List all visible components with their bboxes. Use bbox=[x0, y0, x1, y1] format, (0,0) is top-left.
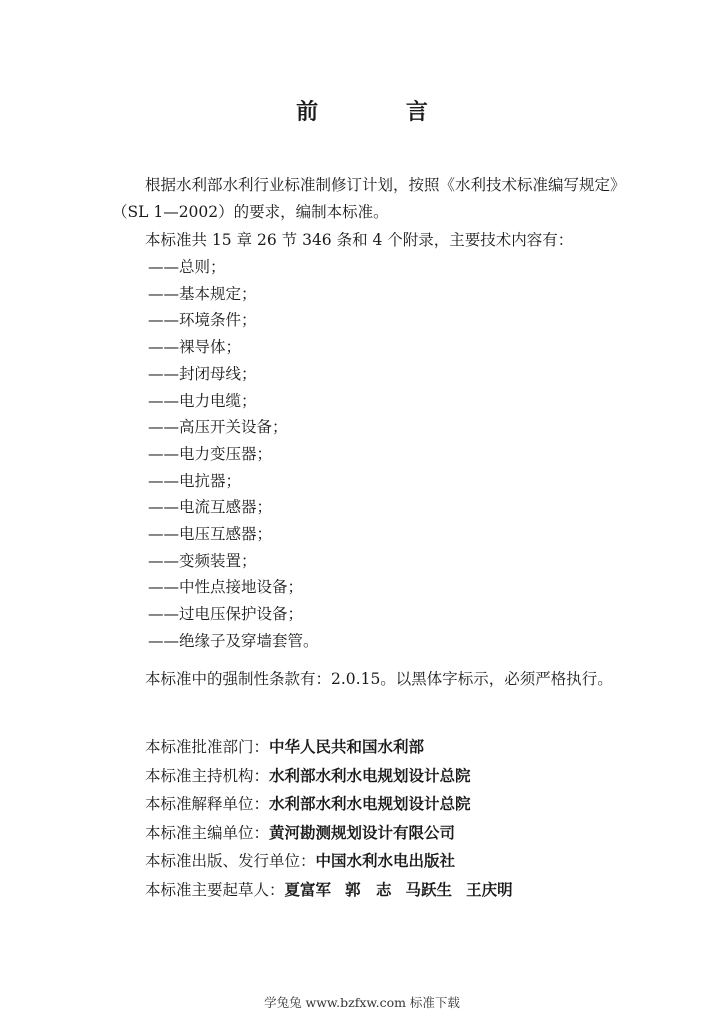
info-value: 水利部水利水电规划设计总院 bbox=[269, 766, 471, 785]
info-row-host bbox=[145, 762, 513, 791]
page-title: 前 言 bbox=[296, 100, 468, 125]
list-item: ——基本规定； bbox=[148, 284, 257, 303]
info-value: 中华人民共和国水利部 bbox=[269, 738, 425, 756]
list-item: ——绝缘子及穿墙套管。 bbox=[148, 631, 319, 650]
drafter-name: 夏富军 bbox=[284, 880, 332, 899]
info-value: 黄河勘测规划设计有限公司 bbox=[269, 823, 456, 842]
mandatory-clause-paragraph: 本标准中的强制性条款有：2.0.15。以黑体字标示，必须严格执行。 bbox=[145, 670, 613, 688]
info-label: 本标准批准部门： bbox=[145, 738, 270, 756]
list-item: ——中性点接地设备； bbox=[148, 578, 304, 597]
list-item: ——环境条件； bbox=[148, 311, 257, 330]
drafter-name: 王庆明 bbox=[466, 880, 513, 899]
list-item: ——电抗器； bbox=[148, 471, 242, 490]
list-item: ——电力变压器； bbox=[148, 444, 273, 463]
info-row-drafters bbox=[145, 876, 513, 905]
info-value: 中国水利水电出版社 bbox=[315, 852, 456, 870]
drafters-list bbox=[285, 881, 513, 899]
info-label: 本标准主编单位： bbox=[145, 823, 270, 842]
technical-content-list bbox=[148, 254, 319, 655]
list-item: ——高压开关设备； bbox=[148, 418, 288, 437]
info-row-chief-editor bbox=[145, 819, 513, 848]
info-row-approval bbox=[145, 733, 513, 762]
content-summary-paragraph: 本标准共 15 章 26 节 346 条和 4 个附录，主要技术内容有： bbox=[145, 231, 574, 249]
info-value: 水利部水利水电规划设计总院 bbox=[269, 795, 471, 813]
info-label: 本标准主持机构： bbox=[145, 766, 270, 785]
list-item: ——电压互感器； bbox=[148, 525, 273, 544]
list-item: ——总则； bbox=[148, 258, 226, 276]
standard-info-block bbox=[145, 733, 513, 904]
info-label: 本标准主要起草人： bbox=[145, 880, 285, 899]
list-item: ——封闭母线； bbox=[148, 364, 257, 383]
list-item: ——电力电缆； bbox=[148, 391, 257, 410]
drafter-name: 郭 志 bbox=[345, 880, 392, 899]
info-row-publisher bbox=[145, 847, 513, 876]
list-item: ——变频装置； bbox=[148, 551, 257, 570]
info-row-interpretation bbox=[145, 790, 513, 819]
info-label: 本标准解释单位： bbox=[145, 795, 270, 813]
info-label: 本标准出版、发行单位： bbox=[145, 852, 316, 870]
footer-watermark: 学兔兔 www.bzfxw.com 标准下载 bbox=[264, 995, 460, 1010]
list-item: ——电流互感器； bbox=[148, 498, 273, 517]
intro-paragraph: 根据水利部水利行业标准制修订计划，按照《水利技术标准编写规定》（SL 1—2002）的要求，编制本标准。 bbox=[112, 176, 626, 221]
list-item: ——裸导体； bbox=[148, 338, 242, 357]
drafter-name: 马跃生 bbox=[405, 880, 453, 899]
list-item: ——过电压保护设备； bbox=[148, 605, 304, 624]
